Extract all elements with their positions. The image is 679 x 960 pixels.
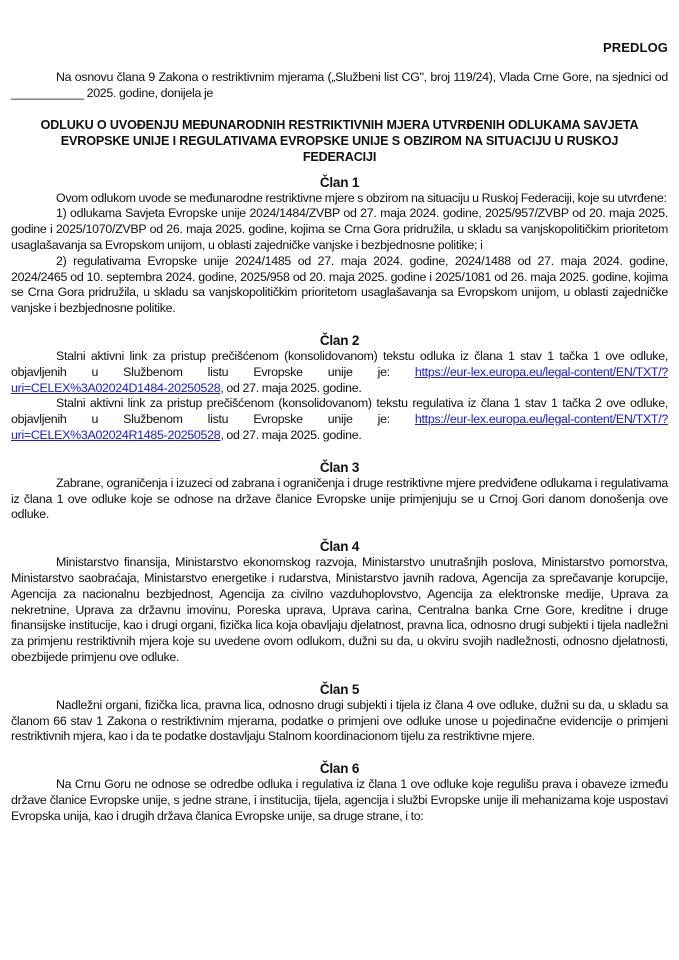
article-paragraph: Na Crnu Goru ne odnose se odredbe odluka i regulativa iz člana 1 ove odluke koje regulišu prava i obaveze između države članice Evropske unije, s jedne strane, i institucija, tijela, agencija i službi Evropske unije ili mehanizama koje uspostavi Evropska unija, kao i drugih država članica Evropske unije, sa druge strane, i to: bbox=[11, 777, 668, 823]
eur-lex-link-decisions[interactable]: https://eur-lex.europa.eu/legal-content/EN/TXT/?uri=CELEX%3A02024D1484-20250528 bbox=[11, 364, 668, 395]
paragraph-text: , od 27. maja 2025. godine. bbox=[220, 380, 362, 395]
article-heading: Član 6 bbox=[319, 761, 360, 777]
eur-lex-link-regulations[interactable]: https://eur-lex.europa.eu/legal-content/EN/TXT/?uri=CELEX%3A02024R1485-20250528 bbox=[11, 412, 668, 442]
article-6 bbox=[11, 761, 668, 824]
document-title-line: FEDERACIJI bbox=[302, 149, 377, 164]
paragraph-text: Stalni aktivni link za pristup prečišćenom (konsolidovanom) tekstu odluka iz člana 1 stav 1 tačka 1 ove odluke, objavljenih u Službenom listu Evropske unije je: bbox=[11, 348, 668, 379]
document-title-line: ODLUKU O UVOĐENJU MEĐUNARODNIH RESTRIKTIVNIH MJERA UTVRĐENIH ODLUKAMA SAVJETA bbox=[40, 117, 639, 132]
article-paragraph: Nadležni organi, fizička lica, pravna lica, odnosno drugi subjekti i tijela iz člana 4 ove odluke, dužni su da, u skladu sa članom 66 stav 1 Zakona o restriktivnim mjerama, podatke o primjeni ove odluke unose u pojedinačne evidencije o primjeni restriktivnih mjera, kao i da te podatke dostavljaju Stalnom koordinacionom tijelu za restriktivne mjere. bbox=[11, 697, 668, 744]
paragraph-text: , od 27. maja 2025. godine. bbox=[220, 427, 362, 442]
article-3 bbox=[11, 460, 668, 523]
article-heading: Član 1 bbox=[319, 174, 360, 190]
article-paragraph bbox=[11, 396, 668, 443]
paragraph-text: Stalni aktivni link za pristup prečišćenom (konsolidovanom) tekstu regulativa iz člana 1 stav 1 tačka 2 ove odluke, objavljenih u Službenom listu Evropske unije je: bbox=[11, 396, 668, 427]
spacer bbox=[11, 444, 668, 460]
article-list-item: 2) regulativama Evropske unije 2024/1485 od 27. maja 2024. godine, 2024/1488 od 27. maja 2024. godine, 2024/2465 od 10. septembra 2024. godine, 2025/958 od 20. maja 2025. godine i 2025/1081 od 26. maja 2025. godine, kojima se Crna Gora pridružila, u skladu sa vanjskopolitičkim prioritetom usaglašavanja sa Evropskom unijom, u oblasti zajedničke vanjske i bezbjednosne politike. bbox=[11, 253, 668, 316]
article-heading: Član 4 bbox=[319, 539, 360, 555]
spacer bbox=[11, 317, 668, 333]
spacer bbox=[11, 745, 668, 761]
article-paragraph: Ovom odlukom uvode se međunarodne restriktivne mjere s obzirom na situaciju u Ruskoj Federaciji, koje su utvrđene: bbox=[56, 190, 667, 205]
article-paragraph: Ministarstvo finansija, Ministarstvo ekonomskog razvoja, Ministarstvo unutrašnjih poslova, Ministarstvo pomorstva, Ministarstvo saobraćaja, Ministarstvo energetike i rudarstva, Ministarstvo javnih radova, Agencija za sprečavanje korupcije, Agencija za nacionalnu bezbjednost, Agencija za civilno vazduhoplovstvo, Agencija za elektronske medije, Uprava za nekretnine, Uprava za državnu imovinu, Poreska uprava, Uprava carina, Centralna banka Crne Gore, kreditne i druge finansijske institucije, kao i drugi organi, fizička lica koja obavljaju djelatnost, pravna lica, odnosno drugi subjekti i tijela nadležni za primjenu restriktivnih mjera koje su uvedene ovom odlukom, dužni su da, u okviru svojih nadležnosti, odnosno djelatnosti, obezbijede primjenu ove odluke. bbox=[11, 555, 668, 664]
article-1 bbox=[11, 175, 668, 317]
article-heading: Član 5 bbox=[319, 681, 360, 697]
article-2 bbox=[11, 333, 668, 444]
article-paragraph bbox=[11, 349, 668, 396]
spacer bbox=[11, 666, 668, 682]
article-list-item: 1) odlukama Savjeta Evropske unije 2024/1484/ZVBP od 27. maja 2024. godine, 2025/957/ZVBP od 20. maja 2025. godine i 2025/1070/ZVBP od 26. maja 2025. godine, kojima se Crna Gora pridružila, u skladu sa vanjskopolitičkim prioritetom usaglašavanja sa Evropskom unijom, u oblasti zajedničke vanjske i bezbjednosne politike; i bbox=[11, 206, 668, 252]
document-content bbox=[11, 70, 668, 825]
document-title-line: EVROPSKE UNIJE I REGULATIVAMA EVROPSKE UNIJE S OBZIROM NA SITUACIJU U RUSKOJ bbox=[60, 133, 619, 148]
article-4 bbox=[11, 539, 668, 666]
article-5 bbox=[11, 682, 668, 745]
intro-paragraph: Na osnovu člana 9 Zakona o restriktivnim mjerama („Službeni list CG", broj 119/24), Vlada Crne Gore, na sjednici od ___________ 2025. godine, donijela je bbox=[11, 70, 668, 100]
document-title bbox=[11, 117, 668, 165]
spacer bbox=[11, 523, 668, 539]
article-heading: Član 2 bbox=[319, 332, 360, 348]
document-status-label: PREDLOG bbox=[603, 40, 668, 55]
article-heading: Član 3 bbox=[319, 459, 360, 475]
article-paragraph: Zabrane, ograničenja i izuzeci od zabrana i ograničenja i druge restriktivne mjere predviđene odlukama i regulativama iz člana 1 ove odluke koje se odnose na države članice Evropske unije primjenjuju se u Crnoj Gori danom donošenja ove odluke. bbox=[11, 475, 668, 522]
